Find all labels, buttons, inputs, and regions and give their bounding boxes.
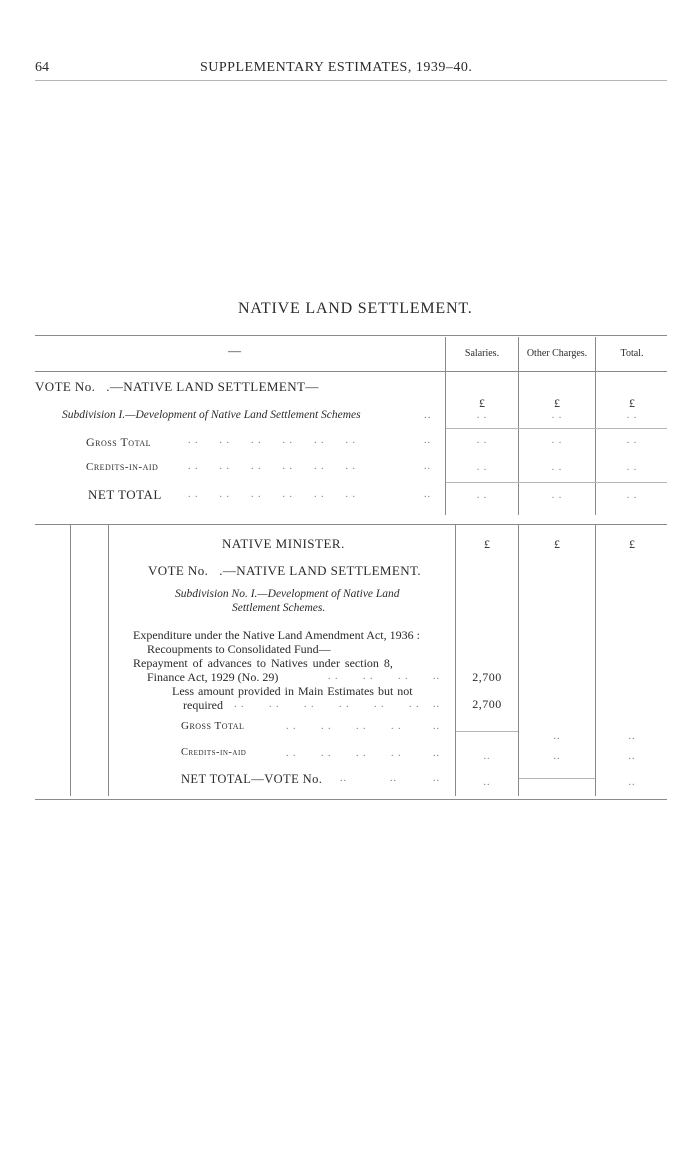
detail-credits-salaries: .. xyxy=(483,751,491,762)
detail-credits-leader-end: .. xyxy=(433,748,440,759)
detail-gross-label: Gross Total xyxy=(181,720,245,732)
detail-net-leader-end: .. xyxy=(433,773,440,784)
summary-subdivision-other: . . xyxy=(551,410,563,421)
detail-vote-line: VOTE No. .—NATIVE LAND SETTLEMENT. xyxy=(148,563,422,578)
summary-col-divider-3 xyxy=(595,337,596,515)
detail-rule-1 xyxy=(456,731,518,732)
page-number: 64 xyxy=(35,60,49,75)
detail-net-total: .. xyxy=(628,777,636,788)
summary-subdivision-total: . . xyxy=(626,410,638,421)
summary-net-total: . . xyxy=(626,490,638,501)
running-title: SUPPLEMENTARY ESTIMATES, 1939–40. xyxy=(200,60,473,75)
summary-credits-total: . . xyxy=(626,462,638,473)
detail-subdivision-line-1: Subdivision No. I.—Development of Native Land xyxy=(175,588,400,600)
detail-credits-other: .. xyxy=(553,751,561,762)
summary-currency-total: £ xyxy=(629,396,635,410)
summary-net-other: . . xyxy=(551,490,563,501)
column-total: Total. xyxy=(620,348,644,359)
summary-net-label: NET TOTAL xyxy=(88,487,162,502)
summary-col-divider-1 xyxy=(445,337,446,515)
header-rule xyxy=(35,80,667,81)
detail-net-leader: .. xyxy=(340,773,347,784)
summary-gross-total: . . xyxy=(626,435,638,446)
detail-bottom-rule xyxy=(35,799,667,800)
detail-repayment-line-2: Finance Act, 1929 (No. 29) xyxy=(147,670,279,684)
summary-rule-1 xyxy=(446,428,667,429)
summary-vote-line: VOTE No. .—NATIVE LAND SETTLEMENT— xyxy=(35,379,319,394)
summary-credits-salaries: . . xyxy=(476,462,488,473)
detail-gross-leader: . . . . . . . . xyxy=(286,721,402,732)
column-salaries: Salaries. xyxy=(464,348,500,359)
detail-top-rule xyxy=(35,524,667,525)
summary-credits-other: . . xyxy=(551,462,563,473)
detail-subdivision-line-2: Settlement Schemes. xyxy=(232,602,326,614)
detail-left-margin-1 xyxy=(70,524,71,796)
summary-currency-salaries: £ xyxy=(479,396,485,410)
detail-recoupments-line: Recoupments to Consolidated Fund— xyxy=(147,642,331,656)
section-title: NATIVE LAND SETTLEMENT. xyxy=(238,300,473,317)
summary-rule-2 xyxy=(446,482,667,483)
detail-repayment-leader-end: .. xyxy=(433,671,440,682)
detail-net-leader-2: .. xyxy=(390,773,397,784)
summary-gross-salaries: . . xyxy=(476,435,488,446)
detail-less-amount: 2,700 xyxy=(472,697,502,711)
summary-credits-label: Credits-in-aid xyxy=(86,461,159,473)
detail-less-line-2: required xyxy=(183,698,223,712)
summary-gross-leader: . . . . . . . . . . . . xyxy=(188,435,356,446)
summary-gross-other: . . xyxy=(551,435,563,446)
summary-subdivision: Subdivision I.—Development of Native Land Settlement Schemes xyxy=(62,409,361,421)
summary-top-rule xyxy=(35,335,667,336)
summary-subdivision-salaries: . . xyxy=(476,410,488,421)
column-other-charges: Other Charges. xyxy=(526,348,588,359)
summary-head-dash: — xyxy=(228,343,241,358)
detail-less-leader-end: .. xyxy=(433,699,440,710)
detail-net-salaries: .. xyxy=(483,777,491,788)
summary-col-divider-2 xyxy=(518,337,519,515)
detail-gross-leader-end: .. xyxy=(433,721,440,732)
detail-credits-total: .. xyxy=(628,751,636,762)
detail-currency-other: £ xyxy=(554,537,560,551)
detail-repayment-amount: 2,700 xyxy=(472,670,502,684)
summary-gross-label: Gross Total xyxy=(86,435,151,449)
detail-currency-salaries: £ xyxy=(484,537,490,551)
detail-repayment-leader: . . . . . . xyxy=(328,671,409,682)
detail-gross-total: .. xyxy=(628,731,636,742)
detail-ministry: NATIVE MINISTER. xyxy=(222,536,345,551)
detail-expenditure-line: Expenditure under the Native Land Amendment Act, 1936 : xyxy=(133,628,420,642)
summary-credits-leader: . . . . . . . . . . . . xyxy=(188,461,356,472)
detail-net-label: NET TOTAL—VOTE No. xyxy=(181,772,323,786)
detail-repayment-line-1: Repayment of advances to Natives under section 8, xyxy=(133,656,393,670)
detail-currency-total: £ xyxy=(629,537,635,551)
detail-left-margin-2 xyxy=(108,524,109,796)
detail-rule-2 xyxy=(519,778,595,779)
summary-currency-other: £ xyxy=(554,396,560,410)
summary-net-salaries: . . xyxy=(476,490,488,501)
summary-net-leader-end: .. xyxy=(424,489,431,500)
detail-credits-leader: . . . . . . . . xyxy=(286,748,402,759)
detail-credits-label: Credits-in-aid xyxy=(181,747,247,758)
summary-gross-leader-end: .. xyxy=(424,435,431,446)
detail-less-leader: . . . . . . . . . . . . xyxy=(234,699,420,710)
summary-head-rule xyxy=(35,371,667,372)
summary-subdivision-leader: .. xyxy=(424,409,432,421)
detail-less-line-1: Less amount provided in Main Estimates but not xyxy=(172,684,413,698)
summary-credits-leader-end: .. xyxy=(424,461,431,472)
detail-gross-other: .. xyxy=(553,731,561,742)
summary-net-leader: . . . . . . . . . . . . xyxy=(188,489,356,500)
